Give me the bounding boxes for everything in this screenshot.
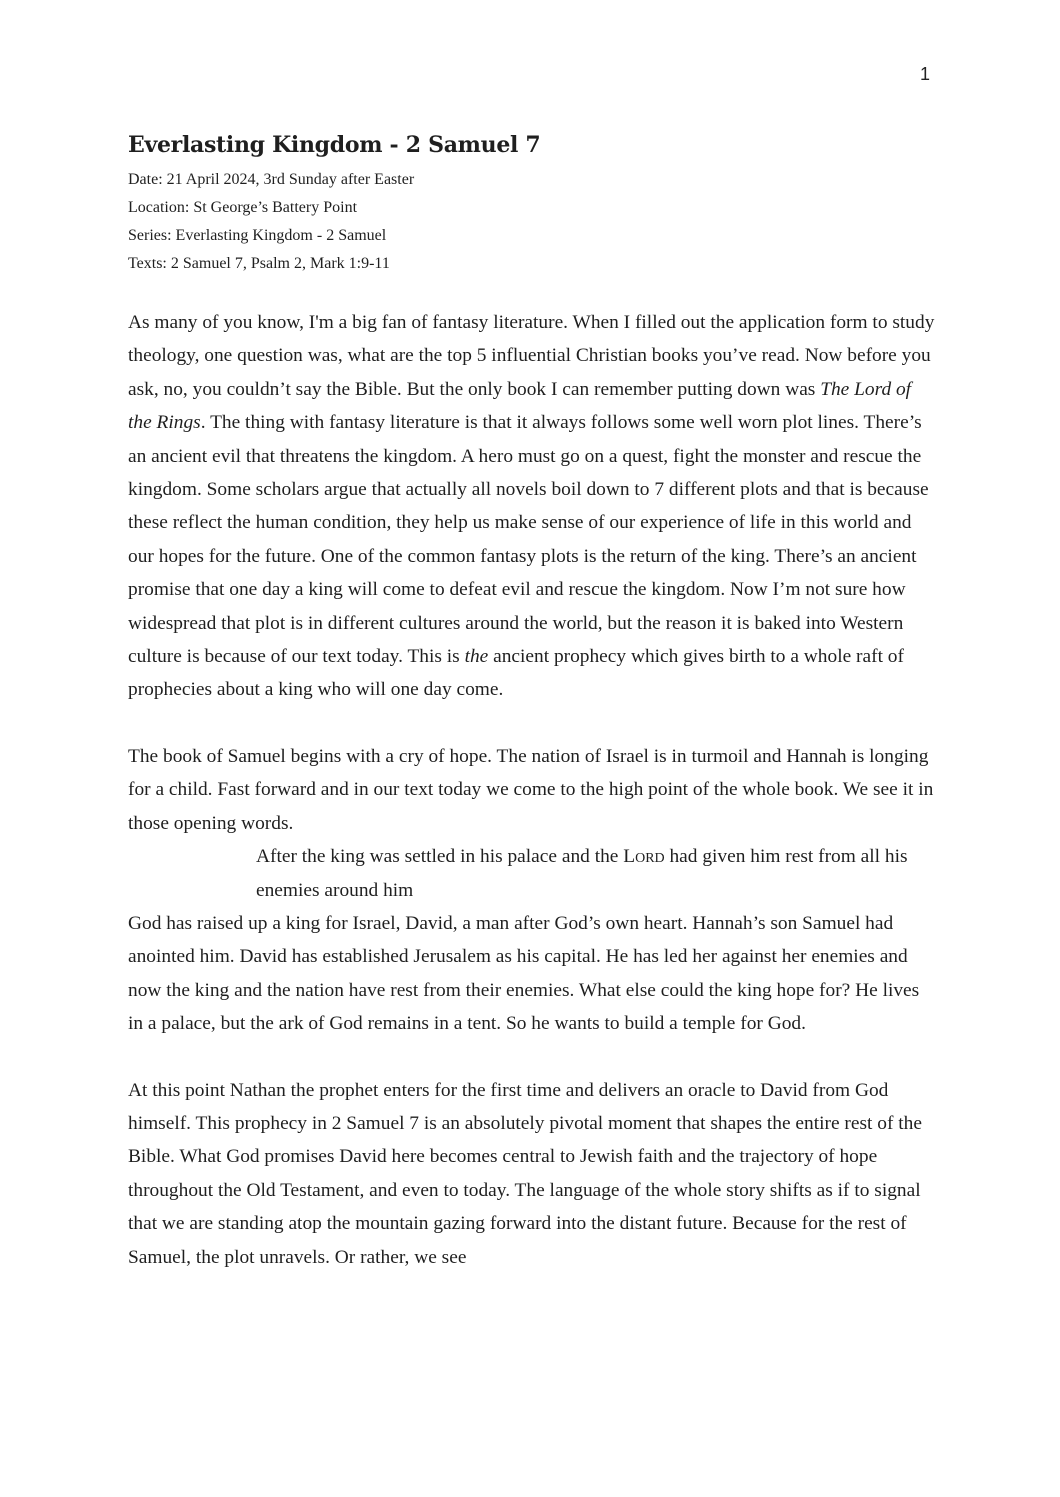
paragraph-2: The book of Samuel begins with a cry of hope. The nation of Israel is in turmoil and Hannah is longing for a child. Fast forward and in our text today we come to the high point of the whole book. We see it in those opening words. <box>128 745 934 834</box>
sermon-metadata <box>128 166 936 278</box>
document-title: Everlasting Kingdom - 2 Samuel 7 <box>128 132 541 158</box>
paragraph-3: God has raised up a king for Israel, David, a man after God’s own heart. Hannah’s son Samuel had anointed him. David has established Jerusalem as his capital. He has led her against her enemies and now the king and the nation have rest from their enemies. What else could the king hope for? He lives in a palace, but the ark of God remains in a tent. So he wants to build a temple for God. <box>128 912 920 1035</box>
paragraph-1-part-c: ancient prophecy which gives birth to a whole raft of prophecies about a king who will one day come. <box>128 646 904 701</box>
meta-series: Series: Everlasting Kingdom - 2 Samuel <box>128 227 387 244</box>
meta-date: Date: 21 April 2024, 3rd Sunday after Easter <box>128 171 415 188</box>
lord-smallcaps: Lord <box>623 846 665 868</box>
meta-location: Location: St George’s Battery Point <box>128 199 358 216</box>
block-quote <box>256 840 936 907</box>
paragraph-1-part-a: As many of you know, I'm a big fan of fantasy literature. When I filled out the application form to study theology, one question was, what are the top 5 influential Christian books you’ve read. Now before you ask, no, you couldn’t say the Bible. But the only book I can remember putting down was <box>128 312 935 400</box>
meta-texts: Texts: 2 Samuel 7, Psalm 2, Mark 1:9-11 <box>128 255 390 272</box>
paragraph-1 <box>128 306 936 707</box>
paragraph-1-part-b: . The thing with fantasy literature is that it always follows some well worn plot lines. There’s an ancient evil that threatens the kingdom. A hero must go on a quest, fight the monster and rescue the kingdom. Some scholars argue that actually all novels boil down to 7 different plots and that is because these reflect the human condition, they help us make sense of our experience of life in this world and our hopes for the future. One of the common fantasy plots is the return of the king. There’s an ancient promise that one day a king will come to defeat evil and rescue the kingdom. Now I’m not sure how widespread that plot is in different cultures around the world, but the reason it is baked into Western culture is because of our text today. This is <box>128 412 929 668</box>
page-number: 1 <box>919 64 930 84</box>
paragraph-4: At this point Nathan the prophet enters for the first time and delivers an oracle to David from God himself. This prophecy in 2 Samuel 7 is an absolutely pivotal moment that shapes the entire rest of the Bible. What God promises David here becomes central to Jewish faith and the trajectory of hope throughout the Old Testament, and even to today. The language of the whole story shifts as if to signal that we are standing atop the mountain gazing forward into the distant future. Because for the rest of Samuel, the plot unravels. Or rather, we see <box>128 1079 922 1268</box>
emphasis-the: the <box>464 646 489 668</box>
document-body <box>128 128 936 1307</box>
quote-part-a: After the king was settled in his palace and the <box>256 846 624 868</box>
quote-part-b: had given him rest from all his enemies around him <box>256 846 908 901</box>
book-title: The Lord of the Rings <box>128 378 912 434</box>
